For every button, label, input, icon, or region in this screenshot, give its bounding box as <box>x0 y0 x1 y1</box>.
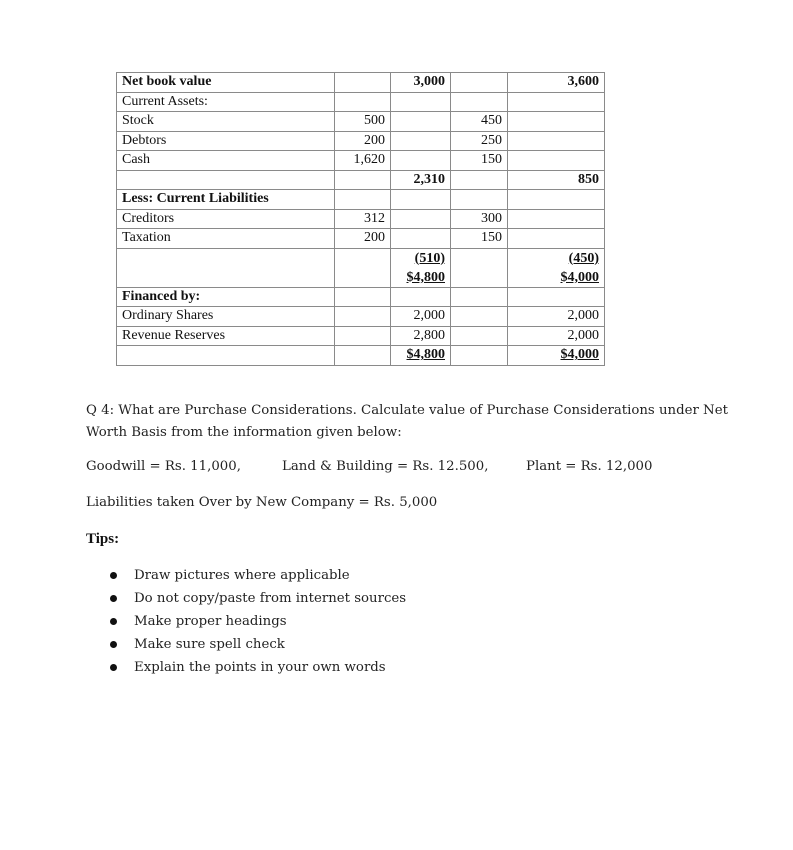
net-assets-total-col4: $4,000 <box>560 269 599 285</box>
cash-label: Cash <box>117 151 335 171</box>
stock-col3: 450 <box>451 112 508 132</box>
bullet-icon <box>110 641 117 648</box>
tips-heading: Tips: <box>86 531 120 547</box>
table-row <box>117 248 605 287</box>
net-book-value-col4: 3,600 <box>508 73 605 93</box>
bullet-icon <box>110 618 117 625</box>
table-row <box>117 209 605 229</box>
current-assets-label: Current Assets: <box>117 92 335 112</box>
bullet-icon <box>110 595 117 602</box>
land-building-value: Land & Building = Rs. 12.500, <box>282 459 489 474</box>
liabilities-total-col4: (450) <box>568 250 599 266</box>
table-row <box>117 307 605 327</box>
list-item: Draw pictures where applicable <box>110 566 406 589</box>
bullet-icon <box>110 572 117 579</box>
balance-sheet-table <box>116 72 605 366</box>
liabilities-total-col2: (510) <box>414 250 445 266</box>
question-text: Q 4: What are Purchase Considerations. Calculate value of Purchase Considerations under Net Worth Basis from the information given below: <box>86 403 728 440</box>
current-liabilities-label: Less: Current Liabilities <box>117 190 335 210</box>
table-row <box>117 131 605 151</box>
goodwill-value: Goodwill = Rs. 11,000, <box>86 459 241 474</box>
revenue-reserves-label: Revenue Reserves <box>117 326 335 346</box>
list-item: Make sure spell check <box>110 635 406 658</box>
table-row <box>117 170 605 190</box>
table-row <box>117 229 605 249</box>
current-assets-total-col4: 850 <box>508 170 605 190</box>
table-row <box>117 287 605 307</box>
table-row <box>117 190 605 210</box>
current-assets-total-col2: 2,310 <box>391 170 451 190</box>
table-row <box>117 151 605 171</box>
ordinary-shares-label: Ordinary Shares <box>117 307 335 327</box>
table-row <box>117 346 605 366</box>
net-assets-total-col2: $4,800 <box>406 269 445 285</box>
ordinary-shares-col4: 2,000 <box>508 307 605 327</box>
financed-total-col2: $4,800 <box>406 347 445 362</box>
financed-by-label: Financed by: <box>117 287 335 307</box>
taxation-col3: 150 <box>451 229 508 249</box>
net-assets-col2 <box>391 248 451 287</box>
net-book-value-col2: 3,000 <box>391 73 451 93</box>
debtors-label: Debtors <box>117 131 335 151</box>
debtors-col3: 250 <box>451 131 508 151</box>
list-item: Do not copy/paste from internet sources <box>110 589 406 612</box>
debtors-col1: 200 <box>335 131 391 151</box>
revenue-reserves-col4: 2,000 <box>508 326 605 346</box>
financed-total-col4: $4,000 <box>560 347 599 362</box>
creditors-col3: 300 <box>451 209 508 229</box>
plant-value: Plant = Rs. 12,000 <box>526 459 653 474</box>
revenue-reserves-col2: 2,800 <box>391 326 451 346</box>
taxation-col1: 200 <box>335 229 391 249</box>
table-row <box>117 92 605 112</box>
table-row <box>117 326 605 346</box>
taxation-label: Taxation <box>117 229 335 249</box>
creditors-label: Creditors <box>117 209 335 229</box>
net-book-value-label: Net book value <box>117 73 335 93</box>
ordinary-shares-col2: 2,000 <box>391 307 451 327</box>
stock-col1: 500 <box>335 112 391 132</box>
tips-list <box>110 566 406 681</box>
liabilities-taken-over: Liabilities taken Over by New Company = Rs. 5,000 <box>86 495 438 510</box>
list-item: Explain the points in your own words <box>110 658 406 681</box>
table-row <box>117 73 605 93</box>
cash-col3: 150 <box>451 151 508 171</box>
net-assets-col4 <box>508 248 605 287</box>
creditors-col1: 312 <box>335 209 391 229</box>
stock-label: Stock <box>117 112 335 132</box>
table-row <box>117 112 605 132</box>
list-item: Make proper headings <box>110 612 406 635</box>
bullet-icon <box>110 664 117 671</box>
cash-col1: 1,620 <box>335 151 391 171</box>
